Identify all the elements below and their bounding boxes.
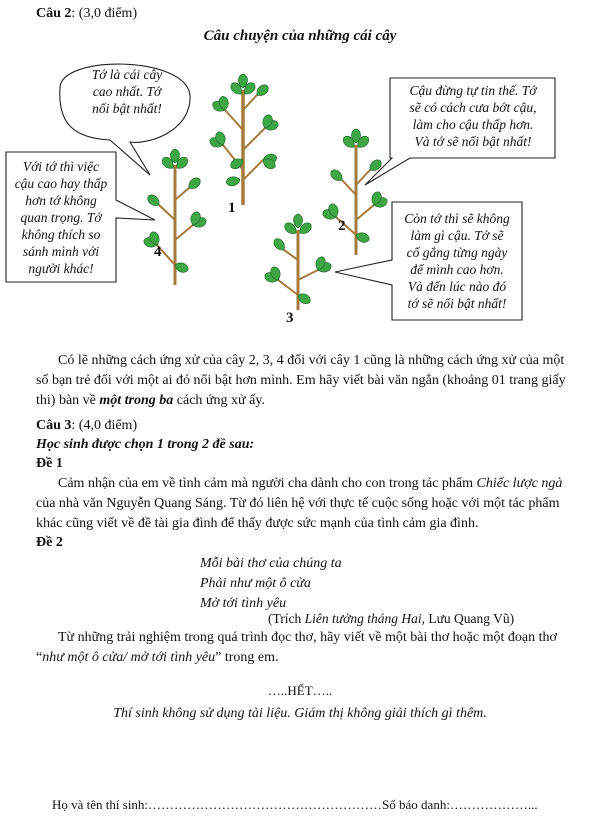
de-1-line: khác cũng viết về đề tài gia đình để thấy được sức mạnh của tình cảm gia đình.	[36, 516, 479, 531]
speech-bubble-3-text	[8, 158, 114, 277]
de-1-line: của nhà văn Nguyễn Quang Sáng. Từ đó liên hệ với thực tế cuộc sống hoặc với một tác phẩm	[36, 496, 560, 511]
de-2-label: Đề 2	[36, 535, 63, 550]
tree-number-1: 1	[228, 200, 236, 216]
de-2-line	[36, 648, 570, 668]
question-2-prompt	[36, 351, 570, 411]
bubble-line: Tớ là cái cây	[91, 67, 163, 82]
bubble-line: hơn tớ không	[25, 193, 97, 208]
bubble-line: Với tớ thì việc	[22, 159, 100, 174]
question-2-header	[36, 6, 137, 22]
poem	[200, 554, 342, 614]
bubble-line: để mình cao hơn.	[410, 262, 504, 277]
de-1-label: Đề 1	[36, 456, 63, 471]
question-3-label: Câu 3	[36, 418, 72, 433]
poem-line: Mỗi bài thơ của chúng ta	[200, 556, 342, 571]
tree-3	[263, 214, 332, 310]
question-2-points: : (3,0 điểm)	[71, 6, 138, 21]
prompt-line: Có lẽ những cách ứng xử của cây 2, 3, 4 đối với cây 1 cũng là những cách ứng xử của một	[58, 353, 565, 368]
bubble-line: Còn tớ thì sẽ không	[404, 211, 510, 226]
quote-mark: “	[36, 650, 43, 665]
candidate-info-line: Họ và tên thí sinh:………………………………………………Số báo danh:………………...	[52, 797, 538, 812]
choose-note: Học sinh được chọn 1 trong 2 đề sau:	[36, 437, 255, 452]
de-1-line	[36, 474, 570, 494]
prompt-text: cách ứng xử ấy.	[173, 393, 265, 408]
de-2-line: Từ những trải nghiệm trong quá trình đọc thơ, hãy viết về một bài thơ hoặc một đoạn thơ	[58, 630, 557, 645]
bubble-line: sánh mình với	[22, 244, 100, 259]
tree-number-3: 3	[286, 310, 294, 326]
tree-4	[142, 149, 207, 285]
prompt-text: thi) bàn về	[36, 393, 100, 408]
work-title: Chiếc lược ngà	[476, 476, 563, 491]
bubble-line: người khác!	[28, 261, 94, 276]
bubble-line: không thích so	[21, 227, 101, 242]
speech-bubble-1-text	[72, 66, 182, 117]
de-1-text-part: Cảm nhận của em về tình cảm mà người cha dành cho con trong tác phẩm	[58, 476, 477, 491]
poem-line: Phải như một ô cửa	[200, 576, 311, 591]
poem-line: Mở tới tình yêu	[200, 596, 287, 611]
source-title: Liên tưởng tháng Hai,	[304, 611, 425, 626]
tree-number-2: 2	[338, 218, 346, 234]
source-author: Lưu Quang Vũ)	[424, 611, 515, 626]
source-text: (Trích	[268, 611, 305, 626]
speech-bubble-2-text	[392, 82, 554, 150]
bubble-line: quan trọng. Tớ	[20, 210, 102, 225]
exam-note: Thí sinh không sử dụng tài liệu. Giám thị không giải thích gì thêm.	[113, 706, 487, 721]
bubble-line: sẽ có cách cưa bớt cậu,	[409, 100, 537, 115]
tree-2	[321, 129, 388, 255]
question-3-points: : (4,0 điểm)	[71, 418, 138, 433]
tree-1	[208, 74, 279, 205]
de-2-text	[36, 628, 570, 668]
end-mark: …..HẾT…..	[267, 683, 333, 698]
bubble-line: nổi bật nhất!	[92, 101, 162, 116]
prompt-line: số bạn trẻ đối với một ai đó nổi bật hơn mình. Em hãy viết bài văn ngắn (khoảng 01 trang giấy	[36, 373, 566, 388]
tree-number-4: 4	[154, 244, 162, 260]
bubble-line: làm gì cậu. Tớ sẽ	[410, 228, 504, 243]
bubble-line: cố gắng từng ngày	[406, 245, 508, 260]
de-2-text-part: ” trong em.	[215, 650, 279, 665]
question-2-label: Câu 2	[36, 6, 72, 21]
poem-source	[268, 611, 514, 627]
prompt-emphasis: một trong ba	[99, 393, 174, 408]
bubble-line: làm cho cậu thấp hơn.	[412, 117, 534, 132]
question-3-header	[36, 418, 137, 434]
bubble-line: Cậu đừng tự tin thế. Tớ	[409, 83, 537, 98]
quoted-phrase: như một ô cửa/ mở tới tình yêu	[42, 650, 216, 665]
de-1-text	[36, 474, 570, 534]
bubble-line: cậu cao hay thấp	[14, 176, 108, 191]
bubble-line: cao nhất. Tớ	[92, 84, 162, 99]
prompt-line	[36, 391, 570, 411]
bubble-line: Và đến lúc nào đó	[407, 279, 507, 294]
speech-bubble-4-text	[393, 210, 521, 312]
bubble-line: Và tớ sẽ nổi bật nhất!	[414, 134, 532, 149]
bubble-line: tớ sẽ nổi bật nhất!	[407, 296, 507, 311]
story-title: Câu chuyện của những cái cây	[203, 28, 397, 44]
